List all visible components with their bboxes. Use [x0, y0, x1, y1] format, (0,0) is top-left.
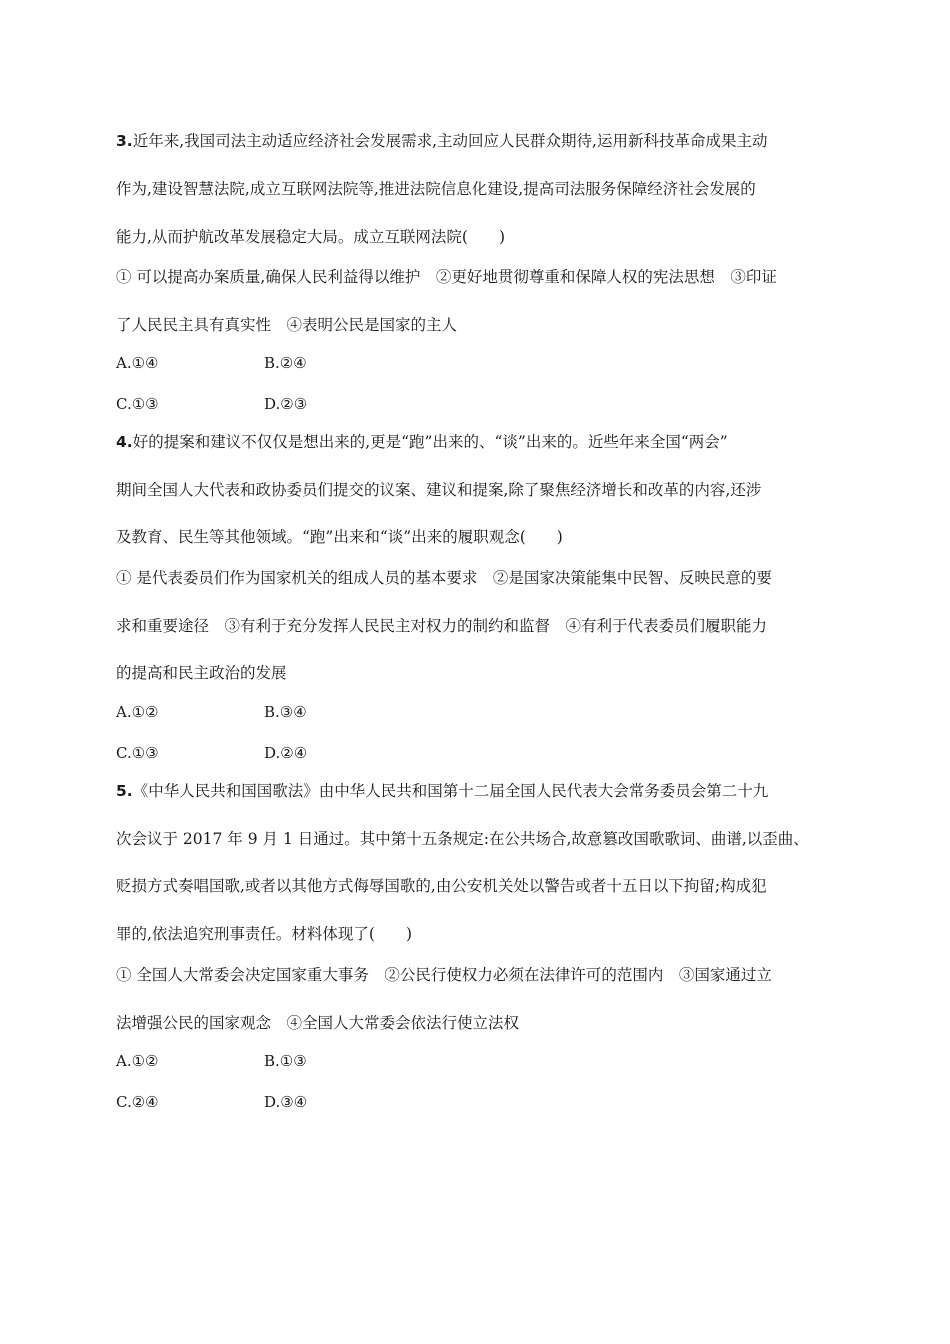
question-3-option-c[interactable]: C.①③ [116, 395, 159, 413]
question-5-stem-line-3: 贬损方式奏唱国歌,或者以其他方式侮辱国歌的,由公安机关处以警告或者十五日以下拘留;构成犯 [116, 877, 767, 895]
question-3-option-b[interactable]: B.②④ [264, 354, 307, 372]
question-4-option-a[interactable]: A.①② [116, 703, 159, 721]
question-3-stem-line-2: 作为,建设智慧法院,成立互联网法院等,推进法院信息化建设,提高司法服务保障经济社会发展的 [116, 180, 756, 198]
question-5-option-d[interactable]: D.③④ [264, 1093, 308, 1111]
question-5-option-b[interactable]: B.①③ [264, 1052, 307, 1070]
question-4-stem-line-2: 期间全国人大代表和政协委员们提交的议案、建议和提案,除了聚焦经济增长和改革的内容,还涉 [116, 481, 762, 499]
question-number: 3. [116, 132, 133, 150]
question-4-option-b[interactable]: B.③④ [264, 703, 307, 721]
question-4-statement-line-2: 求和重要途径 ③有利于充分发挥人民民主对权力的制约和监督 ④有利于代表委员们履职能力 [116, 617, 768, 635]
question-4-option-d[interactable]: D.②④ [264, 744, 308, 762]
question-number: 4. [116, 433, 133, 451]
question-5-statement-line-2: 法增强公民的国家观念 ④全国人大常委会依法行使立法权 [116, 1014, 520, 1032]
question-5-option-a[interactable]: A.①② [116, 1052, 159, 1070]
question-3-stem-line-3: 能力,从而护航改革发展稳定大局。成立互联网法院( ) [116, 228, 506, 246]
question-3-stem-line-1: 3.近年来,我国司法主动适应经济社会发展需求,主动回应人民群众期待,运用新科技革命成果主动 [116, 132, 768, 150]
question-4-stem-line-3: 及教育、民生等其他领域。“跑”出来和“谈”出来的履职观念( ) [116, 528, 563, 546]
question-5-stem-line-1: 5.《中华人民共和国国歌法》由中华人民共和国第十二届全国人民代表大会常务委员会第二十九 [116, 782, 769, 800]
question-4-stem-line-1: 4.好的提案和建议不仅仅是想出来的,更是“跑”出来的、“谈”出来的。近些年来全国“两会” [116, 433, 728, 451]
question-4-statement-line-1: ① 是代表委员们作为国家机关的组成人员的基本要求 ②是国家决策能集中民智、反映民意的要 [116, 569, 772, 587]
question-4-statement-line-3: 的提高和民主政治的发展 [116, 664, 287, 682]
question-5-statement-line-1: ① 全国人大常委会决定国家重大事务 ②公民行使权力必须在法律许可的范围内 ③国家通过立 [116, 966, 772, 984]
question-5-option-c[interactable]: C.②④ [116, 1093, 159, 1111]
question-5-stem-line-2: 次会议于 2017 年 9 月 1 日通过。其中第十五条规定:在公共场合,故意篡改国歌歌词、曲谱,以歪曲、 [116, 830, 809, 848]
question-3-option-d[interactable]: D.②③ [264, 395, 308, 413]
question-5-stem-line-4: 罪的,依法追究刑事责任。材料体现了( ) [116, 925, 413, 943]
question-3-statement-line-1: ① 可以提高办案质量,确保人民利益得以维护 ②更好地贯彻尊重和保障人权的宪法思想 ③印证 [116, 268, 777, 286]
question-3-statement-line-2: 了人民民主具有真实性 ④表明公民是国家的主人 [116, 316, 458, 334]
question-number: 5. [116, 782, 133, 800]
question-4-option-c[interactable]: C.①③ [116, 744, 159, 762]
question-3-option-a[interactable]: A.①④ [116, 354, 159, 372]
